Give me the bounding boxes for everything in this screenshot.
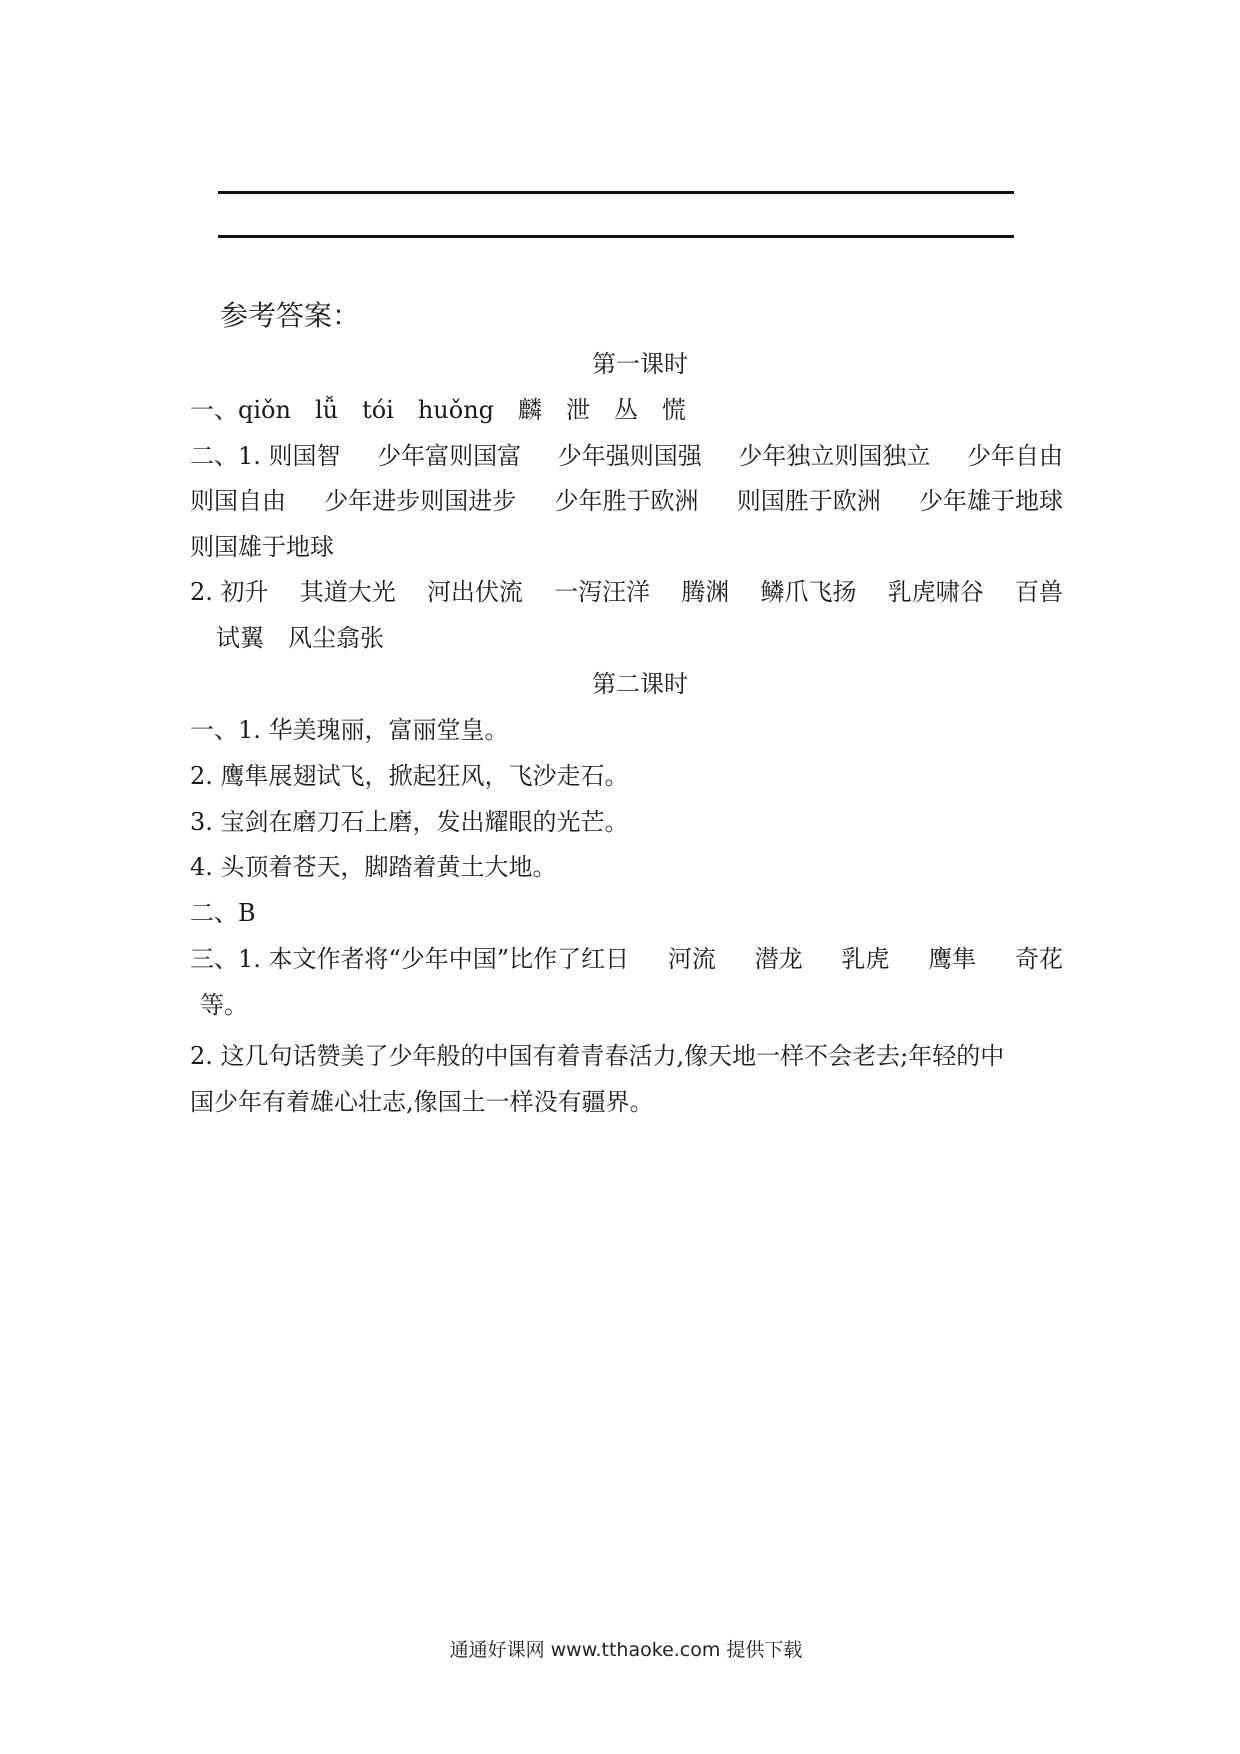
answer-segment: 少年雄于地球 [919, 487, 1063, 515]
section-2-title: 第二课时 [592, 670, 688, 698]
answer-segment: 二、1. 则国智 [190, 442, 341, 470]
s1-q2-1-line2 [190, 486, 1063, 516]
answer-segment: 河出伏流 [426, 578, 523, 606]
answer-segment: 潜龙 [754, 945, 803, 973]
answer-segment: 乳虎啸谷 [887, 578, 984, 606]
answer-line-1 [218, 191, 1014, 194]
answer-segment: 少年进步则国进步 [324, 487, 517, 515]
s2-answer-4: 4. 头顶着苍天，脚踏着黄土大地。 [190, 853, 557, 881]
answer-segment: 则国胜于欧洲 [736, 487, 881, 515]
answer-segment: 少年胜于欧洲 [554, 487, 699, 515]
s2-answer-2: 2. 鹰隼展翅试飞，掀起狂风，飞沙走石。 [190, 762, 629, 790]
answer-segment: 一泻汪洋 [554, 578, 651, 606]
s2-c1-line2: 等。 [200, 991, 248, 1019]
answer-segment: 三、1. 本文作者将“少年中国”比作了红日 [190, 945, 630, 973]
answer-segment: 奇花 [1014, 945, 1063, 973]
answer-segment: 其道大光 [299, 578, 396, 606]
download-footer: 通通好课网 www.tthaoke.com 提供下载 [449, 1639, 803, 1661]
s2-c1-line1 [190, 944, 1063, 974]
s1-q1-answer: 一、qiǒn lǚ tói huǒng 麟 泄 丛 慌 [190, 396, 687, 424]
answer-segment: 少年富则国富 [377, 442, 522, 470]
answer-segment: 鳞爪飞扬 [760, 578, 857, 606]
section-1-title: 第一课时 [592, 350, 688, 378]
s2-c2-line2: 国少年有着雄心壮志,像国土一样没有疆界。 [190, 1088, 654, 1116]
s1-q2-1-line3: 则国雄于地球 [190, 533, 334, 561]
s2-answer-1: 一、1. 华美瑰丽，富丽堂皇。 [190, 716, 509, 744]
answer-key-heading: 参考答案： [220, 299, 361, 332]
answer-segment: 少年独立则国独立 [738, 442, 931, 470]
answer-line-2 [218, 235, 1014, 238]
s1-q2-2-line2: 试翼 风尘翕张 [216, 624, 384, 652]
answer-segment: 少年自由 [966, 442, 1063, 470]
s2-answer-3: 3. 宝剑在磨刀石上磨，发出耀眼的光芒。 [190, 808, 629, 836]
s2-answer-b: 二、B [190, 899, 256, 927]
answer-segment: 2. 初升 [190, 578, 269, 606]
s1-q2-2-line1 [190, 577, 1063, 607]
s2-c2-line1: 2. 这几句话赞美了少年般的中国有着青春活力,像天地一样不会老去;年轻的中 [190, 1042, 1005, 1070]
answer-segment: 鹰隼 [928, 945, 977, 973]
s1-q2-1-line1 [190, 441, 1063, 471]
answer-segment: 少年强则国强 [557, 442, 702, 470]
answer-segment: 百兽 [1014, 578, 1063, 606]
answer-segment: 乳虎 [841, 945, 890, 973]
answer-segment: 腾渊 [681, 578, 730, 606]
answer-segment: 则国自由 [190, 487, 286, 515]
answer-segment: 河流 [667, 945, 716, 973]
